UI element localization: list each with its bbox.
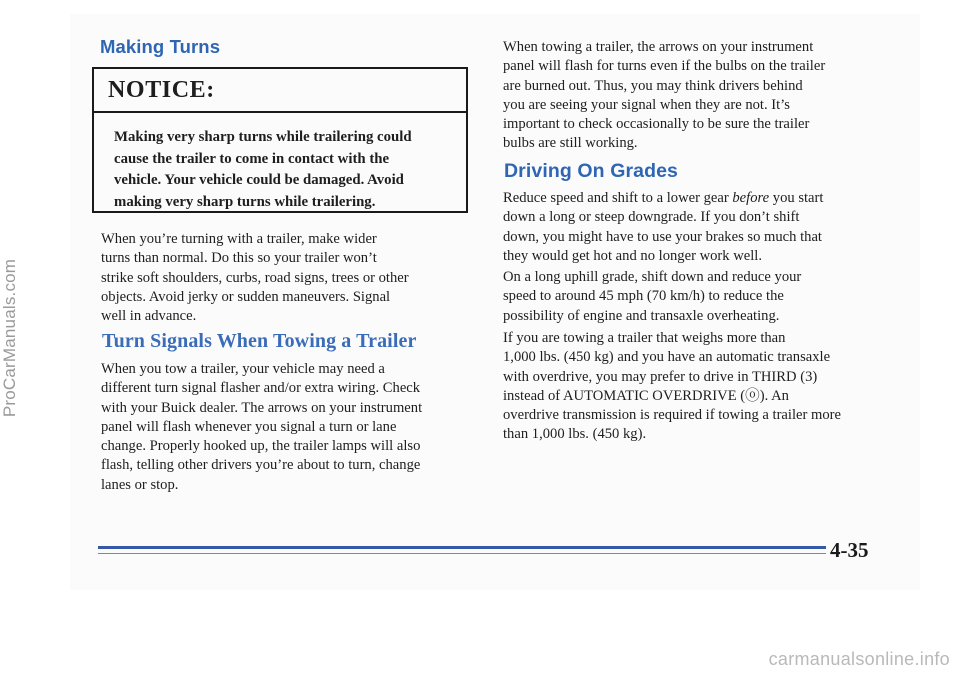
notice-box (92, 67, 468, 213)
arrows-paragraph (503, 38, 883, 154)
text-line (503, 189, 883, 208)
text-segment: Reduce speed and shift to a lower gear (503, 190, 733, 206)
page-number: 4-35 (830, 538, 869, 562)
text-line: panel will flash whenever you signal a turn or lane (101, 418, 397, 435)
turn-signals-title: Turn Signals When Towing a Trailer (102, 330, 417, 352)
side-watermark (0, 0, 20, 676)
text-line: On a long uphill grade, shift down and reduce your (503, 269, 802, 285)
text-line: panel will flash for turns even if the bulbs on the trailer (503, 58, 826, 75)
grades-paragraph-2 (503, 268, 883, 326)
text-line: When towing a trailer, the arrows on your instrument (503, 39, 814, 55)
signals-paragraph (101, 360, 481, 495)
text-line: with your Buick dealer. The arrows on your instrument (101, 399, 423, 416)
grades-paragraph-3 (503, 329, 883, 445)
text-line: flash, telling other drivers you’re about to turn, change (101, 457, 421, 474)
text-line: different turn signal flasher and/or extra wiring. Check (101, 380, 421, 397)
footer-rule-thin (98, 553, 826, 554)
text-line: objects. Avoid jerky or sudden maneuvers. Signal (101, 288, 391, 305)
text-line: well in advance. (101, 308, 197, 325)
text-line: with overdrive, you may prefer to drive in THIRD (3) (503, 368, 818, 385)
text-line: If you are towing a trailer that weighs more than (503, 330, 786, 346)
text-line: are burned out. Thus, you may think drivers behind (503, 77, 803, 94)
grades-paragraph-1 (503, 189, 883, 266)
text-line: bulbs are still working. (503, 135, 638, 152)
text-line: When you’re turning with a trailer, make wider (101, 231, 377, 247)
turns-paragraph (101, 230, 481, 326)
notice-line: cause the trailer to come in contact with the (114, 150, 390, 167)
driving-on-grades-title: Driving On Grades (504, 160, 678, 182)
text-line: important to check occasionally to be sure the trailer (503, 116, 810, 133)
left-column (80, 36, 476, 58)
notice-line: Making very sharp turns while trailering could (114, 129, 412, 145)
text-line: instead of AUTOMATIC OVERDRIVE (ⓞ). An (503, 387, 789, 404)
text-line: down, you might have to use your brakes so much that (503, 228, 822, 245)
text-line: possibility of engine and transaxle overheating. (503, 307, 780, 324)
text-line: lanes or stop. (101, 476, 179, 493)
emphasis-before: before (732, 190, 770, 206)
text-line: down a long or steep downgrade. If you don’t shift (503, 209, 800, 226)
making-turns-title: Making Turns (100, 36, 221, 57)
footer-site-watermark: carmanualsonline.info (768, 649, 950, 669)
text-line: overdrive transmission is required if towing a trailer more (503, 407, 841, 424)
text-segment: you start (769, 190, 824, 206)
text-line: speed to around 45 mph (70 km/h) to reduce the (503, 288, 784, 305)
text-line: than 1,000 lbs. (450 kg). (503, 426, 647, 443)
notice-line: making very sharp turns while trailering. (114, 193, 376, 210)
text-line: strike soft shoulders, curbs, road signs, trees or other (101, 269, 409, 286)
text-line: they would get hot and no longer work well. (503, 247, 762, 264)
text-line: turns than normal. Do this so your trailer won’t (101, 250, 377, 267)
notice-text (94, 113, 466, 213)
notice-label: NOTICE: (94, 69, 466, 113)
text-line: 1,000 lbs. (450 kg) and you have an automatic transaxle (503, 349, 831, 366)
text-line: When you tow a trailer, your vehicle may need a (101, 361, 385, 377)
text-line: change. Properly hooked up, the trailer lamps will also (101, 438, 421, 455)
text-line: you are seeing your signal when they are not. It’s (503, 96, 790, 113)
footer-rule-thick (98, 546, 826, 549)
notice-line: vehicle. Your vehicle could be damaged. Avoid (114, 172, 404, 188)
side-watermark-text: ProCarManuals.com (0, 258, 19, 418)
